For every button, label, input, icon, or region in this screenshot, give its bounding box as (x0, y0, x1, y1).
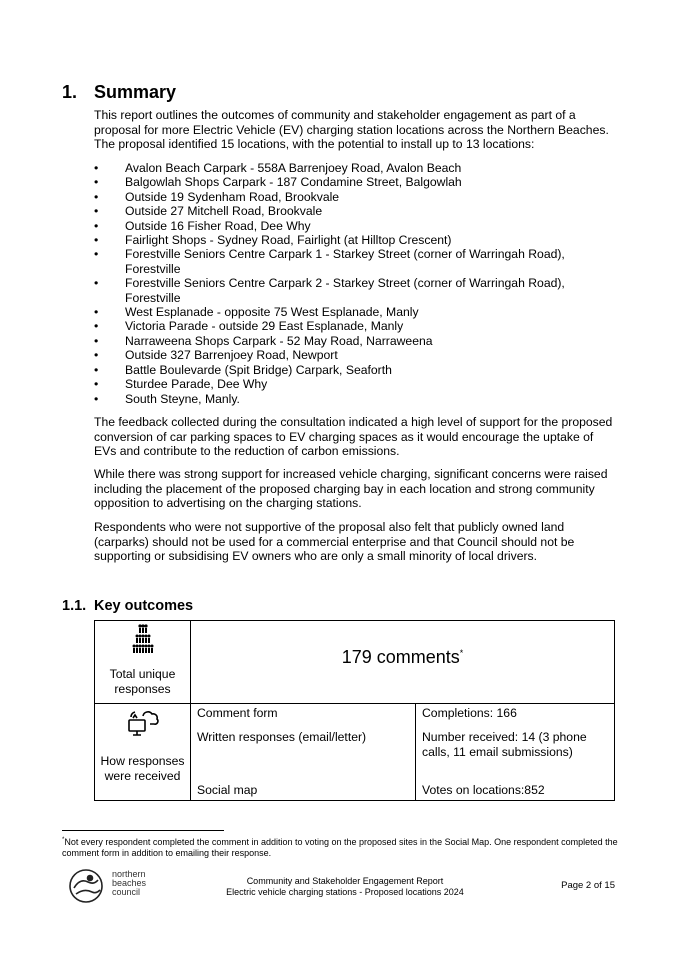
concerns-paragraph: While there was strong support for increased vehicle charging, significant concerns were raised including the placement of the proposed charging bay in each location and strong community opposition to advertising on the charging stations. (94, 467, 608, 511)
how-row (95, 704, 615, 801)
intro-paragraph: This report outlines the outcomes of community and stakeholder engagement as part of a proposal for more Electric Vehicle (EV) charging station locations across the Northern Beaches. The proposal identified 15 locations, with the potential to install up to 13 locations: (94, 108, 609, 152)
total-label: Total unique responses (109, 667, 176, 696)
section-heading (62, 82, 176, 103)
location-item: • Victoria Parade - outside 29 East Esplanade, Manly (94, 319, 604, 333)
result-written: Number received: 14 (3 phone calls, 11 email submissions) (422, 730, 587, 759)
section-number: 1. (62, 82, 78, 102)
location-item: • Outside 19 Sydenham Road, Brookvale (94, 190, 604, 204)
footer-title (200, 876, 490, 898)
result-social-map: Votes on locations:852 (422, 783, 545, 797)
location-item: • Outside 16 Fisher Road, Dee Why (94, 219, 604, 233)
how-label-cell (95, 704, 191, 801)
location-item: • Fairlight Shops - Sydney Road, Fairlight (at Hilltop Crescent) (94, 233, 604, 247)
total-value-cell (191, 621, 615, 704)
location-item: • Forestville Seniors Centre Carpark 2 - Starkey Street (corner of Warringah Road), Forestville (94, 276, 604, 305)
total-value (191, 647, 614, 668)
subsection-heading (62, 598, 193, 614)
how-label: How responses were received (100, 754, 185, 783)
method-comment-form: Comment form (197, 706, 278, 720)
location-item: • Battle Boulevarde (Spit Bridge) Carpark, Seaforth (94, 363, 604, 377)
total-label-cell (95, 621, 191, 704)
total-row (95, 621, 615, 704)
methods-cell (191, 704, 416, 801)
footer-line-1: Community and Stakeholder Engagement Report (246, 876, 444, 886)
people-icon (128, 623, 158, 657)
location-item: • Outside 27 Mitchell Road, Brookvale (94, 204, 604, 218)
support-paragraph: The feedback collected during the consultation indicated a high level of support for the proposed conversion of car parking spaces to EV charging spaces as it would encourage the uptake of EVs and contribute to the reduction of carbon emissions. (94, 415, 613, 459)
section-title: Summary (94, 82, 177, 102)
opposition-paragraph: Respondents who were not supportive of the proposal also felt that publicly owned land (carparks) should not be used for a commercial enterprise and that Council should not be supporting or subsidising EV owners who are only a small minority of local drivers. (94, 520, 575, 564)
result-comment-form: Completions: 166 (422, 706, 517, 720)
results-cell (416, 704, 615, 801)
total-value-text: 179 comments (341, 647, 460, 667)
footer-line-2: Electric vehicle charging stations - Proposed locations 2024 (226, 887, 464, 897)
location-item: • South Steyne, Manly. (94, 392, 604, 406)
footnote-text: Not every respondent completed the comment in addition to voting on the proposed sites in the Social Map. One respondent completed the comment form in addition to emailing their response. (62, 837, 618, 858)
location-item: • Forestville Seniors Centre Carpark 1 - Starkey Street (corner of Warringah Road), Forestville (94, 247, 604, 276)
footnote-marker-bottom: * (62, 837, 65, 843)
location-item: • West Esplanade - opposite 75 West Esplanade, Manly (94, 305, 604, 319)
logo-wordmark (112, 870, 146, 897)
location-item: • Outside 327 Barrenjoey Road, Newport (94, 348, 604, 362)
devices-icon (126, 708, 160, 738)
footnote (62, 835, 622, 859)
locations-list (94, 161, 604, 406)
subsection-title: Key outcomes (94, 598, 194, 614)
method-written: Written responses (email/letter) (197, 730, 367, 744)
key-outcomes-table (94, 620, 615, 801)
location-item: • Avalon Beach Carpark - 558A Barrenjoey Road, Avalon Beach (94, 161, 604, 175)
footnote-rule (62, 830, 224, 831)
location-item: • Balgowlah Shops Carpark - 187 Condamine Street, Balgowlah (94, 175, 604, 189)
method-social-map: Social map (197, 783, 258, 797)
page-number: Page 2 of 15 (561, 880, 615, 891)
location-item: • Narraweena Shops Carpark - 52 May Road, Narraweena (94, 334, 604, 348)
logo-line-3: council (112, 887, 141, 897)
subsection-number: 1.1. (62, 598, 87, 614)
logo-line-2: beaches (112, 878, 147, 888)
logo-line-1: northern (112, 869, 146, 879)
location-item: • Sturdee Parade, Dee Why (94, 377, 604, 391)
footnote-marker: * (459, 648, 464, 658)
